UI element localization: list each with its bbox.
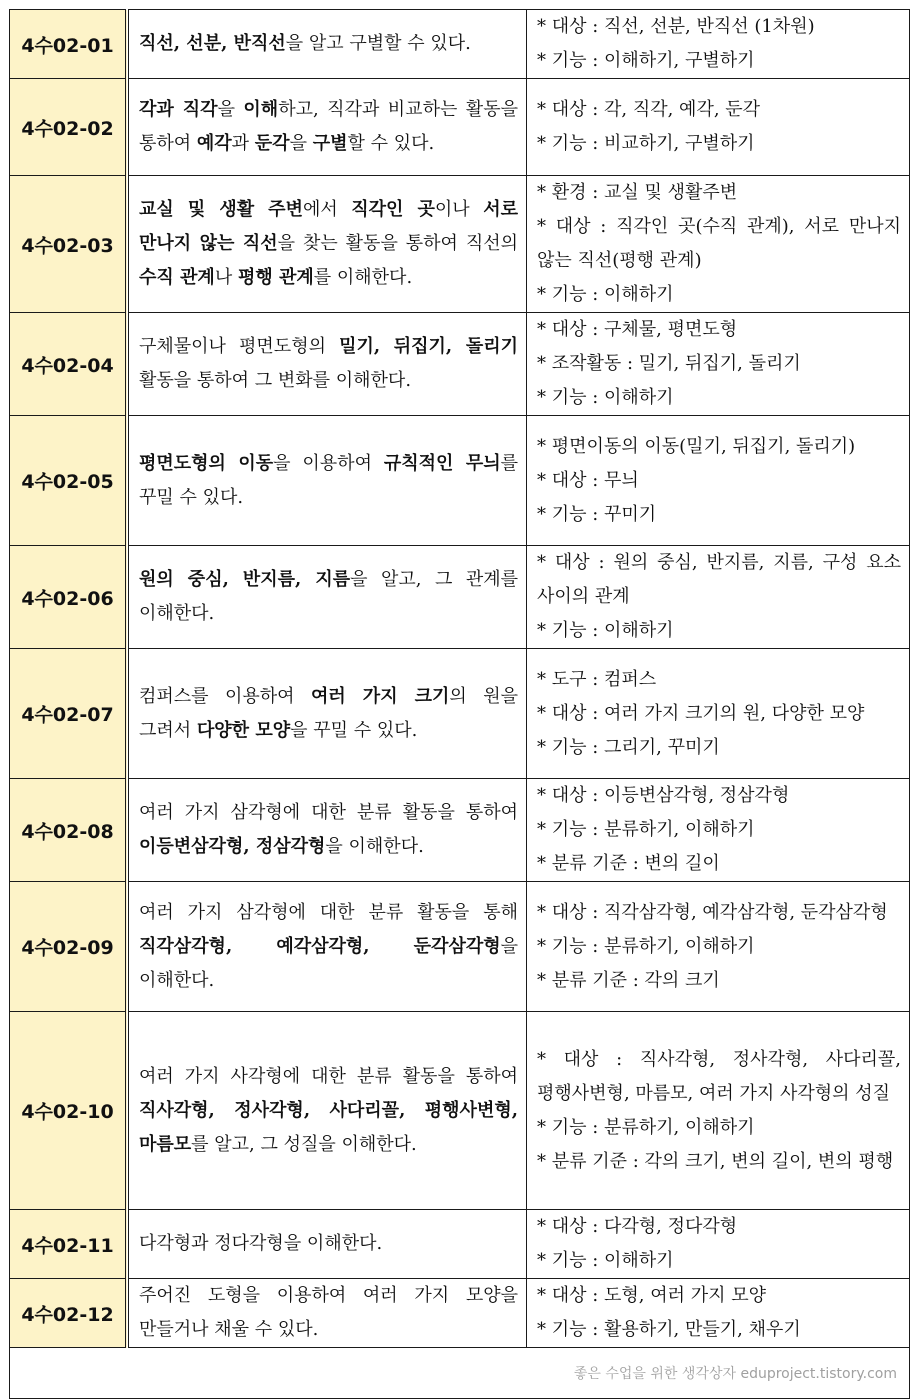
standard-statement xyxy=(127,1012,527,1210)
standard-statement xyxy=(127,882,527,1012)
standard-details xyxy=(527,1012,910,1210)
standard-details xyxy=(527,649,910,779)
detail-line: * 분류 기준 : 각의 크기 xyxy=(537,969,720,991)
key-term: 평면도형의 이동 xyxy=(139,452,274,474)
standard-row xyxy=(10,79,910,176)
statement-text: 여러 가지 사각형에 대한 분류 활동을 통하여 xyxy=(139,1065,518,1087)
key-term: 서로 만나지 않는 직선 xyxy=(139,199,518,254)
detail-line: * 기능 : 이해하기 xyxy=(537,284,674,305)
key-term: 수직 관계 xyxy=(139,267,215,288)
statement-paragraph xyxy=(139,27,518,61)
statement-text: 을 이해한다. xyxy=(139,935,518,991)
statement-paragraph xyxy=(139,680,518,748)
statement-text: 컴퍼스를 이용하여 xyxy=(139,685,312,707)
footer-credit: 좋은 수업을 위한 생각상자 eduproject.tistory.com xyxy=(10,1348,910,1399)
key-term: 다양한 모양 xyxy=(196,719,291,741)
key-term: 직선, 선분, 반직선 xyxy=(139,33,286,54)
statement-text: 을 xyxy=(217,99,244,120)
detail-line: * 대상 : 각, 직각, 예각, 둔각 xyxy=(537,99,761,120)
standard-code: 4수02-04 xyxy=(10,313,128,416)
key-term: 구별 xyxy=(312,133,348,154)
key-term: 평행 관계 xyxy=(237,267,314,288)
standard-code: 4수02-08 xyxy=(10,779,128,882)
key-term: 직각삼각형, 예각삼각형, 둔각삼각형 xyxy=(139,935,501,957)
standard-details xyxy=(527,79,910,176)
statement-text: 주어진 도형을 이용하여 여러 가지 모양을 만들거나 채울 수 있다. xyxy=(139,1285,518,1340)
detail-line: * 기능 : 활용하기, 만들기, 채우기 xyxy=(537,1319,801,1340)
standard-statement xyxy=(127,313,527,416)
statement-text: 과 xyxy=(231,133,255,154)
standard-row xyxy=(10,10,910,79)
standard-row xyxy=(10,882,910,1012)
standard-code: 4수02-05 xyxy=(10,416,128,546)
statement-paragraph xyxy=(139,447,518,515)
statement-text: 을 꾸밀 수 있다. xyxy=(290,719,418,741)
statement-text: 을 이해한다. xyxy=(325,836,424,857)
key-term: 밀기, 뒤집기, 돌리기 xyxy=(339,336,518,357)
statement-text: 을 알고, 그 관계를 이해한다. xyxy=(139,569,518,624)
standard-details xyxy=(527,10,910,79)
statement-text: 할 수 있다. xyxy=(347,133,435,154)
detail-line: * 대상 : 직각인 곳(수직 관계), 서로 만나지 않는 직선(평행 관계) xyxy=(537,216,901,271)
standard-code: 4수02-06 xyxy=(10,546,128,649)
key-term: 직사각형, 정사각형, 사다리꼴, 평행사변형, 마름모 xyxy=(139,1099,518,1155)
key-term: 예각 xyxy=(196,133,232,154)
key-term: 여러 가지 크기 xyxy=(311,685,450,707)
detail-line: * 대상 : 직각삼각형, 예각삼각형, 둔각삼각형 xyxy=(537,901,888,923)
statement-text: 여러 가지 삼각형에 대한 분류 활동을 통해 xyxy=(139,901,518,923)
standard-code: 4수02-07 xyxy=(10,649,128,779)
standard-statement xyxy=(127,779,527,882)
standard-details xyxy=(527,882,910,1012)
standard-code: 4수02-10 xyxy=(10,1012,128,1210)
key-term: 교실 및 생활 주변 xyxy=(139,199,303,220)
standard-row xyxy=(10,779,910,882)
statement-text: 을 이용하여 xyxy=(273,452,384,474)
standard-statement xyxy=(127,79,527,176)
standard-statement xyxy=(127,176,527,313)
detail-line: * 대상 : 원의 중심, 반지름, 지름, 구성 요소 사이의 관계 xyxy=(537,552,901,607)
detail-line: * 대상 : 도형, 여러 가지 모양 xyxy=(537,1285,766,1306)
statement-text: 구체물이나 평면도형의 xyxy=(139,336,340,357)
standard-statement xyxy=(127,416,527,546)
standard-code: 4수02-09 xyxy=(10,882,128,1012)
detail-line: * 분류 기준 : 각의 크기, 변의 길이, 변의 평행 xyxy=(537,1150,894,1172)
statement-paragraph xyxy=(139,330,518,398)
standard-row xyxy=(10,546,910,649)
key-term: 이해 xyxy=(243,99,279,120)
standard-details xyxy=(527,1210,910,1279)
standard-details xyxy=(527,779,910,882)
detail-line: * 대상 : 직사각형, 정사각형, 사다리꼴, 평행사변형, 마름모, 여러 가지 사각형의 성질 xyxy=(537,1048,901,1104)
statement-paragraph xyxy=(139,1060,518,1162)
standard-details xyxy=(527,313,910,416)
detail-line: * 평면이동의 이동(밀기, 뒤집기, 돌리기) xyxy=(537,435,856,457)
detail-line: * 기능 : 분류하기, 이해하기 xyxy=(537,935,755,957)
standard-statement xyxy=(127,649,527,779)
statement-paragraph xyxy=(139,896,518,998)
detail-line: * 도구 : 컴퍼스 xyxy=(537,668,657,690)
statement-text: 이나 xyxy=(434,199,484,220)
detail-line: * 기능 : 이해하기, 구별하기 xyxy=(537,50,755,71)
footer-row xyxy=(10,1348,910,1399)
standard-statement xyxy=(127,1210,527,1279)
standard-details xyxy=(527,416,910,546)
standard-row xyxy=(10,313,910,416)
detail-line: * 기능 : 이해하기 xyxy=(537,387,674,408)
detail-line: * 기능 : 꾸미기 xyxy=(537,503,657,525)
standard-row xyxy=(10,649,910,779)
detail-line: * 대상 : 직선, 선분, 반직선 (1차원) xyxy=(537,16,815,37)
statement-text: 에서 xyxy=(302,199,352,220)
standard-statement xyxy=(127,10,527,79)
statement-paragraph xyxy=(139,796,518,864)
detail-line: * 기능 : 이해하기 xyxy=(537,1250,674,1271)
statement-text: 를 꾸밀 수 있다. xyxy=(139,452,518,508)
statement-text: 을 xyxy=(289,133,313,154)
standard-row xyxy=(10,416,910,546)
standard-code: 4수02-03 xyxy=(10,176,128,313)
statement-text: 나 xyxy=(214,267,238,288)
standard-statement xyxy=(127,546,527,649)
standard-details xyxy=(527,176,910,313)
statement-paragraph xyxy=(139,93,518,161)
detail-line: * 대상 : 무늬 xyxy=(537,469,639,491)
detail-line: * 기능 : 분류하기, 이해하기 xyxy=(537,819,755,840)
detail-line: * 분류 기준 : 변의 길이 xyxy=(537,853,720,874)
statement-paragraph xyxy=(139,563,518,631)
standard-details xyxy=(527,1279,910,1348)
key-term: 직각인 곳 xyxy=(351,199,435,220)
detail-line: * 기능 : 분류하기, 이해하기 xyxy=(537,1116,755,1138)
statement-paragraph xyxy=(139,1279,518,1347)
detail-line: * 기능 : 비교하기, 구별하기 xyxy=(537,133,755,154)
standard-row xyxy=(10,1279,910,1348)
statement-text: 의 원을 그려서 xyxy=(139,685,518,741)
statement-text: 을 찾는 활동을 통하여 직선의 xyxy=(277,233,518,254)
statement-text: 활동을 통하여 그 변화를 이해한다. xyxy=(139,370,412,391)
standard-code: 4수02-11 xyxy=(10,1210,128,1279)
statement-text: 를 이해한다. xyxy=(313,267,413,288)
statement-text: 다각형과 정다각형을 이해한다. xyxy=(139,1233,383,1254)
standard-code: 4수02-02 xyxy=(10,79,128,176)
statement-paragraph xyxy=(139,1227,518,1261)
detail-line: * 환경 : 교실 및 생활주변 xyxy=(537,182,738,203)
detail-line: * 대상 : 구체물, 평면도형 xyxy=(537,319,738,340)
detail-line: * 대상 : 여러 가지 크기의 원, 다양한 모양 xyxy=(537,702,865,724)
standard-row xyxy=(10,1210,910,1279)
standard-row xyxy=(10,1012,910,1210)
key-term: 규칙적인 무늬 xyxy=(383,452,501,474)
statement-text: 하고, 직각과 비교하는 활동을 통하여 xyxy=(139,99,518,154)
standard-row xyxy=(10,176,910,313)
standards-table xyxy=(9,9,910,1399)
statement-text: 을 알고 구별할 수 있다. xyxy=(285,33,471,54)
key-term: 각과 직각 xyxy=(139,99,218,120)
key-term: 이등변삼각형, 정삼각형 xyxy=(139,836,326,857)
standard-code: 4수02-01 xyxy=(10,10,128,79)
standard-statement xyxy=(127,1279,527,1348)
statement-text: 여러 가지 삼각형에 대한 분류 활동을 통하여 xyxy=(139,802,518,823)
key-term: 원의 중심, 반지름, 지름 xyxy=(139,569,351,590)
standards-table-body xyxy=(10,10,910,1348)
detail-line: * 대상 : 다각형, 정다각형 xyxy=(537,1216,738,1237)
statement-text: 를 알고, 그 성질을 이해한다. xyxy=(191,1133,417,1155)
standard-code: 4수02-12 xyxy=(10,1279,128,1348)
detail-line: * 조작활동 : 밀기, 뒤집기, 돌리기 xyxy=(537,353,801,374)
standard-details xyxy=(527,546,910,649)
curriculum-standards-sheet xyxy=(9,9,910,1399)
statement-paragraph xyxy=(139,193,518,295)
detail-line: * 대상 : 이등변삼각형, 정삼각형 xyxy=(537,785,790,806)
key-term: 둔각 xyxy=(254,133,290,154)
detail-line: * 기능 : 이해하기 xyxy=(537,620,674,641)
detail-line: * 기능 : 그리기, 꾸미기 xyxy=(537,736,720,758)
